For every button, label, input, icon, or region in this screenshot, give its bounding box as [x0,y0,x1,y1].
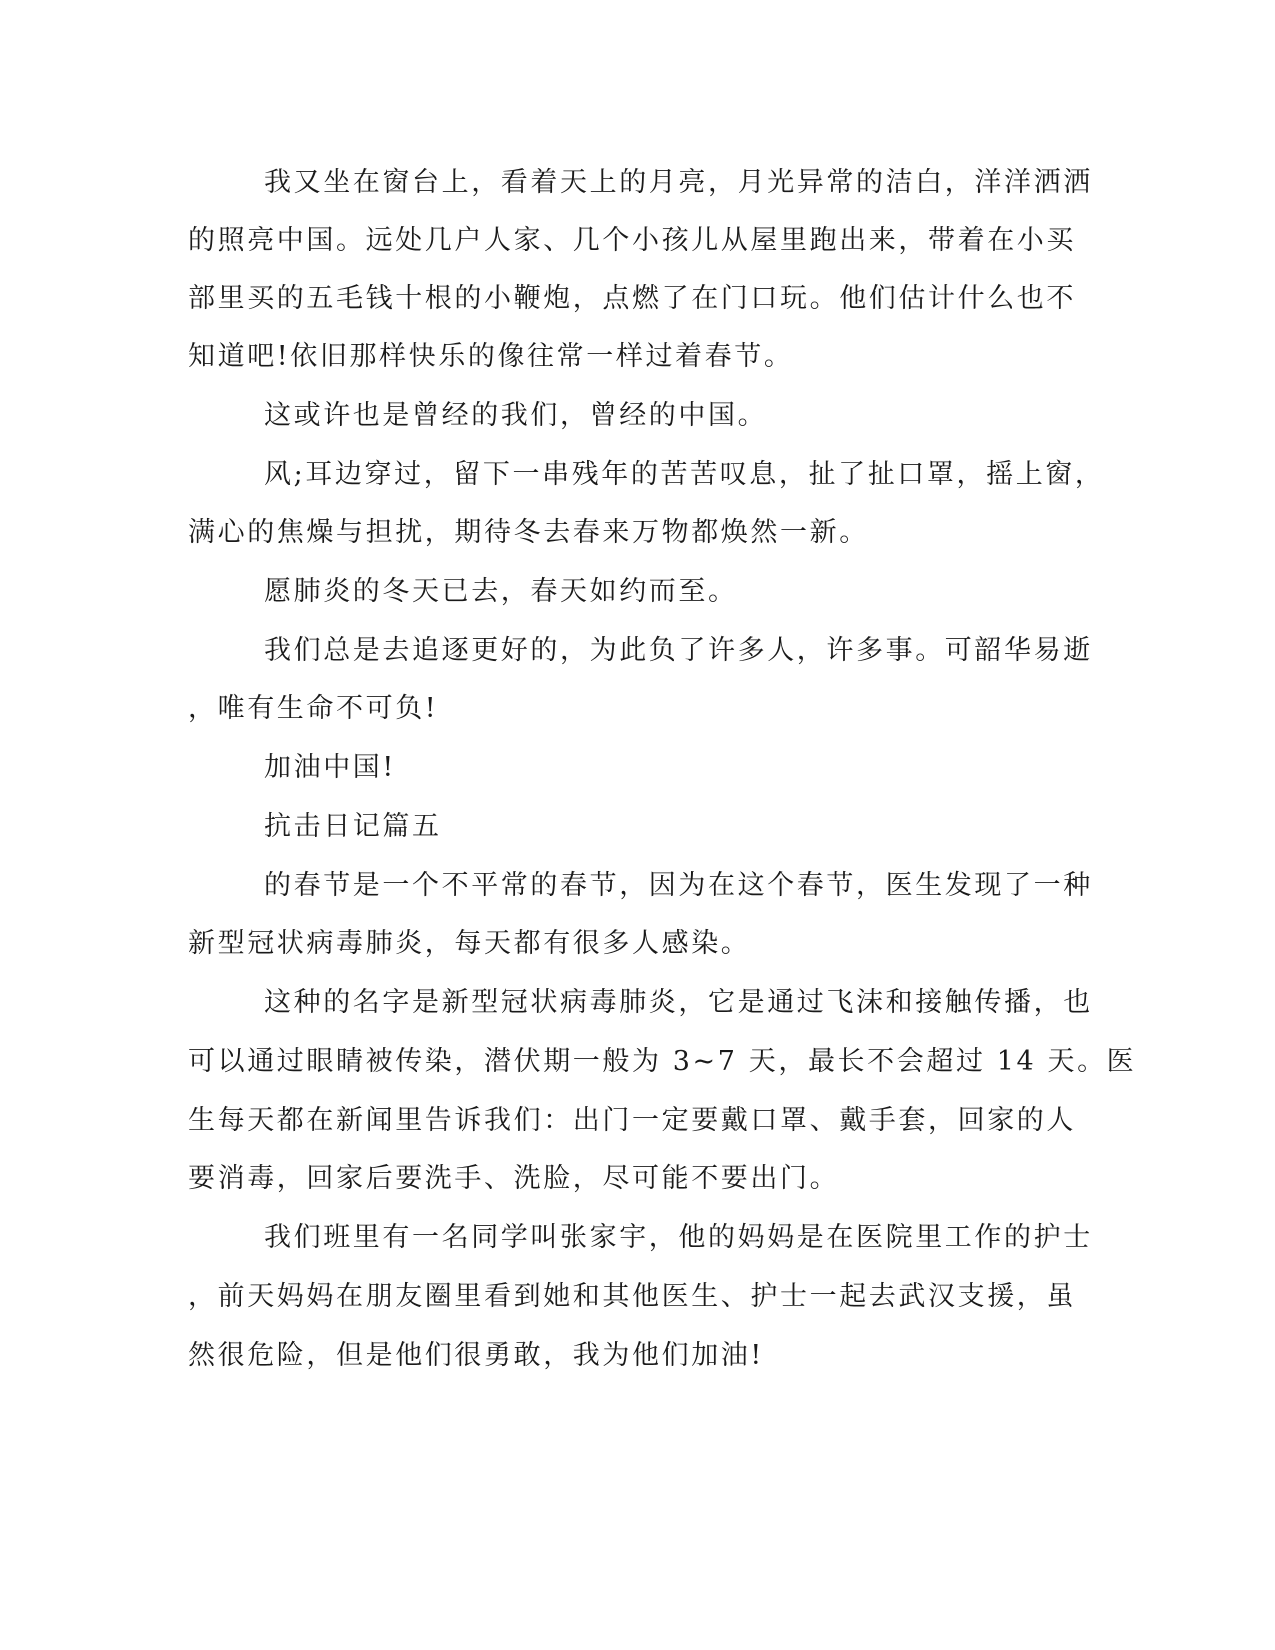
paragraph-line: 的春节是一个不平常的春节，因为在这个春节，医生发现了一种 [264,870,1093,901]
paragraph-line: 可以通过眼睛被传染，潜伏期一般为 3~7 天，最长不会超过 14 天。医 [188,1046,1137,1077]
paragraph-line: 这种的名字是新型冠状病毒肺炎，它是通过飞沫和接触传播，也 [264,987,1093,1018]
section-heading: 抗击日记篇五 [264,811,442,842]
paragraph-line: 风;耳边穿过，留下一串残年的苦苦叹息，扯了扯口罩，摇上窗， [264,459,1105,490]
paragraph-line: 知道吧!依旧那样快乐的像往常一样过着春节。 [188,341,794,372]
paragraph-line: 生每天都在新闻里告诉我们：出门一定要戴口罩、戴手套，回家的人 [188,1105,1076,1136]
paragraph-line: ，唯有生命不可负! [188,693,439,724]
paragraph-line: 要消毒，回家后要洗手、洗脸，尽可能不要出门。 [188,1163,840,1194]
paragraph-line: 这或许也是曾经的我们，曾经的中国。 [264,400,768,431]
paragraph-line: 愿肺炎的冬天已去，春天如约而至。 [264,576,738,607]
paragraph-line: 我又坐在窗台上，看着天上的月亮，月光异常的洁白，洋洋洒洒 [264,167,1093,198]
paragraph-line: 的照亮中国。远处几户人家、几个小孩儿从屋里跑出来，带着在小买 [188,225,1076,256]
paragraph-line: 部里买的五毛钱十根的小鞭炮，点燃了在门口玩。他们估计什么也不 [188,283,1076,314]
paragraph-line: ，前天妈妈在朋友圈里看到她和其他医生、护士一起去武汉支援，虽 [188,1281,1076,1312]
paragraph-line: 新型冠状病毒肺炎，每天都有很多人感染。 [188,928,751,959]
paragraph-line: 满心的焦燥与担扰，期待冬去春来万物都焕然一新。 [188,517,869,548]
paragraph-line: 我们班里有一名同学叫张家宇，他的妈妈是在医院里工作的护士 [264,1222,1093,1253]
paragraph-line: 加油中国! [264,752,396,783]
paragraph-line: 然很危险，但是他们很勇敢，我为他们加油! [188,1340,764,1371]
paragraph-line: 我们总是去追逐更好的，为此负了许多人，许多事。可韶华易逝 [264,635,1093,666]
